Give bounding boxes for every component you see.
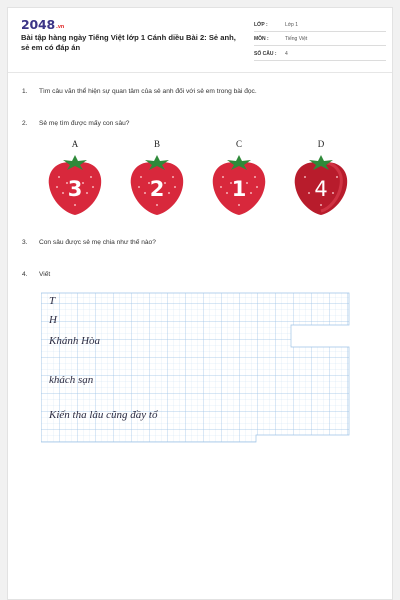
option-a-strawberry-icon[interactable] <box>45 151 105 217</box>
option-b-letter: B <box>153 139 160 149</box>
handwriting-line-4: khách sạn <box>49 374 94 386</box>
option-a-letter: A <box>71 139 79 149</box>
option-c-strawberry-icon[interactable] <box>209 151 269 217</box>
meta-row-class: LỚP : Lớp 1 <box>254 19 386 32</box>
option-d-letter: D <box>317 139 325 149</box>
answer-options <box>38 139 368 219</box>
question-2: 2. Sẻ mẹ tìm được mấy con sâu? <box>22 120 130 127</box>
meta-panel <box>254 19 386 62</box>
page-title: Bài tập hàng ngày Tiếng Việt lớp 1 Cánh diều Bài 2: Sẻ anh, sẻ em có đáp án <box>21 33 236 52</box>
option-b-number: 2 <box>149 177 165 201</box>
option-d-strawberry-icon[interactable] <box>291 151 351 217</box>
site-logo[interactable]: $2048^{.vn}$ <box>21 17 65 32</box>
question-1: 1. Tìm câu văn thể hiện sự quan tâm của sẻ anh đối với sẻ em trong bài đọc. <box>22 88 257 95</box>
handwriting-grid <box>41 285 351 445</box>
header-divider <box>8 72 392 73</box>
option-a-number: 3 <box>67 177 83 201</box>
handwriting-line-3: Khánh Hòa <box>49 335 101 347</box>
option-c-number: 1 <box>231 177 247 201</box>
meta-row-subject: MÔN : Tiếng Việt <box>254 33 386 46</box>
worksheet-page <box>7 7 393 600</box>
option-b-strawberry-icon[interactable] <box>127 151 187 217</box>
option-d-number: 4 <box>314 177 328 201</box>
question-4: 4. Viết <box>22 271 51 278</box>
option-c-letter: C <box>235 139 242 149</box>
question-3: 3. Con sâu được sẻ mẹ chia như thế nào? <box>22 239 156 246</box>
handwriting-line-1: T <box>49 295 56 307</box>
meta-row-count: SỐ CÂU : 4 <box>254 48 386 61</box>
grid-lines <box>41 285 351 445</box>
handwriting-line-2: H <box>49 314 57 326</box>
handwriting-line-5: Kiến tha lâu cũng đầy tổ <box>49 409 158 421</box>
